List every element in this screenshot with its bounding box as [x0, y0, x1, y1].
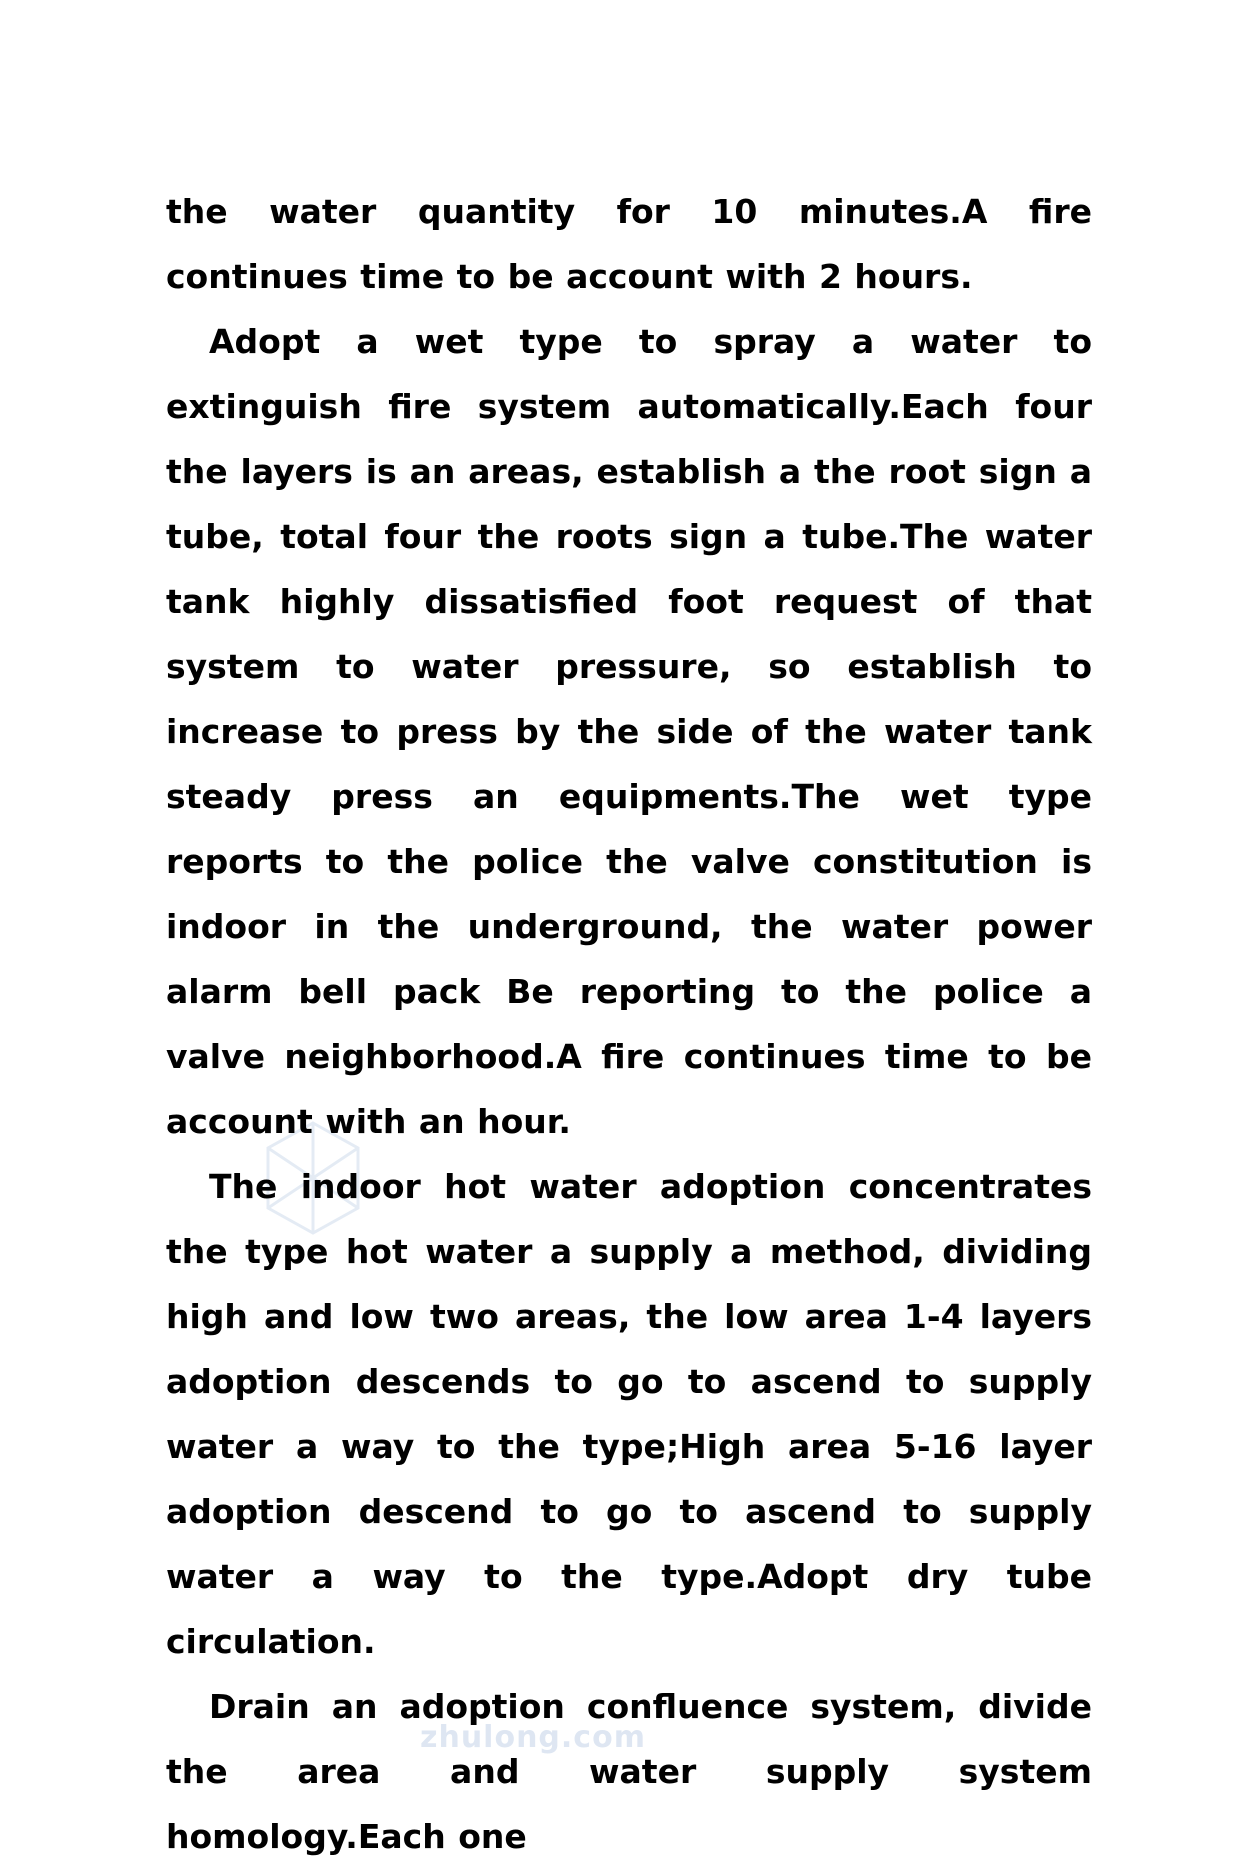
paragraph-3: The indoor hot water adoption concentrates the type hot water a supply a method, dividing high and low two areas, the low area 1-4 layers adoption descends to go to ascend to supply water a way to the type;High area 5-16 layer adoption descend to go to ascend to supply water a way to the type.Adopt dry tube circulation.: [166, 1167, 1092, 1661]
paragraph-4: Drain an adoption confluence system, divide the area and water supply system homology.Each one: [166, 1687, 1092, 1856]
watermark-text: zhulong.com: [420, 1720, 646, 1755]
paragraph-2: Adopt a wet type to spray a water to extinguish fire system automatically.Each four the layers is an areas, establish a the root sign a tube, total four the roots sign a tube.The water tank highly dissatisfied foot request of that system to water pressure, so establish to increase to press by the side of the water tank steady press an equipments.The wet type reports to the police the valve constitution is indoor in the underground, the water power alarm bell pack Be reporting to the police a valve neighborhood.A fire continues time to be account with an hour.: [166, 322, 1092, 1141]
body-text: [166, 179, 1092, 1869]
paragraph-1: the water quantity for 10 minutes.A fire continues time to be account with 2 hours.: [166, 192, 1092, 296]
